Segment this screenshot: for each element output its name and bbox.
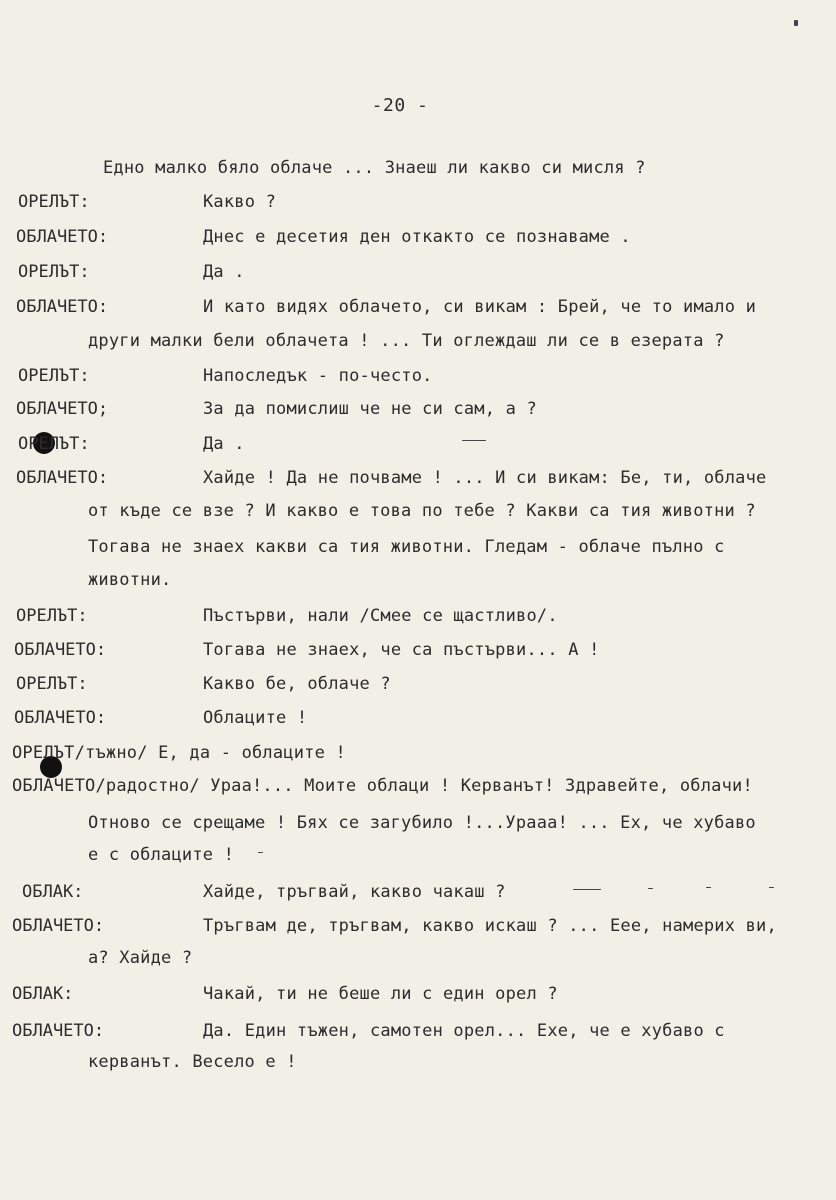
dialogue-line: други малки бели облачета ! ... Ти оглеждаш ли се в езерата ? [88,331,725,351]
speaker-label: ОРЕЛЪТ: [18,434,90,454]
dialogue-line: Да . [203,434,245,454]
dialogue-line: Какво бе, облаче ? [203,674,391,694]
speaker-label: ОБЛАЧЕТО: [16,468,109,488]
dialogue-line: а? Хайде ? [88,948,193,968]
speaker-label: ОРЕЛЪТ: [18,262,90,282]
dialogue-line: Да . [203,262,245,282]
dialogue-line: животни. [88,570,172,590]
dialogue-line: Тогава не знаех какви са тия животни. Гледам - облаче пълно с [88,537,725,557]
ink-speck [794,20,798,26]
page-number: -20 - [371,95,429,116]
dialogue-line: Облаците ! [203,708,308,728]
dialogue-line: Чакай, ти не беше ли с един орел ? [203,984,558,1004]
dialogue-line: е с облаците ! [88,845,235,865]
dialogue-line: Пъстърви, нали /Смее се щастливо/. [203,606,558,626]
speaker-label: ОБЛАК: [22,882,84,902]
speaker-label: ОРЕЛЪТ: [18,192,90,212]
dialogue-line: Да. Един тъжен, самотен орел... Ехе, че е хубаво с [203,1021,725,1041]
speaker-label: ОБЛАЧЕТО; [16,399,109,419]
dialogue-line: Какво ? [203,192,277,212]
speaker-label: ОРЕЛЪТ: [16,674,88,694]
speaker-label: ОБЛАЧЕТО: [16,297,109,317]
speaker-label: ОБЛАЧЕТО: [14,708,107,728]
speaker-label: ОБЛАК: [12,984,74,1004]
speaker-label: ОБЛАЧЕТО: [12,916,105,936]
dialogue-line: За да помислиш че не си сам, а ? [203,399,537,419]
ink-speck [706,887,711,888]
dialogue-line: Хайде, тръгвай, какво чакаш ? [203,882,506,902]
dialogue-line: И като видях облачето, си викам : Брей, че то имало и [203,297,757,317]
dialogue-line: Напоследък - по-често. [203,366,433,386]
ink-speck [648,888,653,889]
speaker-label: ОБЛАЧЕТО: [16,227,109,247]
dialogue-line: Едно малко бяло облаче ... Знаеш ли какво си мисля ? [103,158,646,178]
dialogue-line: Тогава не знаех, че са пъстърви... А ! [203,640,600,660]
dialogue-line: ОРЕЛЪТ/тъжно/ Е, да - облаците ! [12,743,346,763]
ink-speck [769,887,774,888]
dialogue-line: керванът. Весело е ! [88,1052,297,1072]
dialogue-line: Отново се срещаме ! Бях се загубило !...Урааа! ... Ех, че хубаво [88,813,756,833]
dialogue-line: от къде се взе ? И какво е това по тебе ? Какви са тия животни ? [88,501,756,521]
dialogue-line: Днес е десетия ден откакто се познаваме . [203,227,631,247]
dialogue-line: Хайде ! Да не почваме ! ... И си викам: Бе, ти, облаче [203,468,767,488]
dialogue-line: Тръгвам де, тръгвам, какво искаш ? ... Еее, намерих ви, [203,916,777,936]
ink-speck [258,852,263,853]
speaker-label: ОБЛАЧЕТО: [14,640,107,660]
ink-speck [573,889,601,890]
ink-speck [462,440,486,441]
speaker-label: ОРЕЛЪТ: [16,606,88,626]
dialogue-line: ОБЛАЧЕТО/радостно/ Ураа!... Моите облаци ! Керванът! Здравейте, облачи! [12,776,753,796]
speaker-label: ОБЛАЧЕТО: [12,1021,105,1041]
speaker-label: ОРЕЛЪТ: [18,366,90,386]
